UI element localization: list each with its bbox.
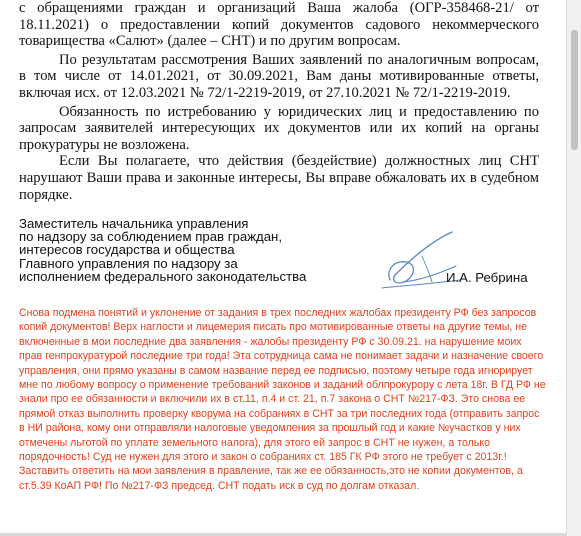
letter-paragraph-2: По результатам рассмотрения Ваших заявлений по аналогичным вопросам, в том числе от 14.01.2021, от 30.09.2021, Вам даны мотивированные ответы, включая исх. от 12.03.2021 № 72/1-2219-2019, от 27.10.2021 № 72/1-2219-2019. — [19, 51, 539, 101]
signatory-title-line: Заместитель начальника управления — [19, 216, 249, 231]
signatory-title-line: исполнением федерального законодательства — [19, 268, 307, 284]
letter-paragraph-3: Обязанность по истребованию у юридических лиц и предоставлению по запросам заявителей интересующих их документов или их копий на органы прокуратуры не возложена. — [19, 103, 539, 153]
signatory-title-line: Главного управления по надзору за — [19, 255, 238, 271]
letter-paragraph-1: с обращениями граждан и организаций Ваша жалоба (ОГР-358468-21/ от 18.11.2021) о предоставлении копий документов садового некоммерческого товарищества «Салют» (далее – СНТ) и по другим вопросам. — [19, 0, 539, 50]
signature-block — [19, 217, 319, 283]
signatory-title-line: по надзору за соблюдением прав граждан, — [19, 229, 283, 245]
scrollbar-thumb[interactable] — [571, 30, 578, 150]
vertical-scrollbar[interactable] — [566, 0, 581, 536]
red-annotation-comment — [19, 306, 546, 493]
handwritten-signature — [360, 222, 480, 302]
letter-body — [19, 0, 539, 203]
annotation-text: Снова подмена понятий и уклонение от задания в трех последних жалобах президенту РФ без запросов копий документов! Верх наглости и лицемерия писать про мотивированные ответы на другие темы, не включенные в мои последние два заявления - жалобы президенту РФ с 30.09.21. на нарушение моих прав генпрокуратурой последние три года! Эта сотрудница сама не понимает задачи и назначение своего управления, они прямо указаны в самом название перед ее подписью, поэтому четыре года игнорирует мне по любому вопросу о применение требований законов и заданий облпрокурору с лета 18г. В ГД РФ не знали про ее обязанности и включили их в ст.11, п.4 и ст. 21, п.7 закона о СНТ №217-ФЗ. Это снова ее прямой отказ выполнить проверку кворума на собраниях в СНТ за три последних года (отправить запрос в НИ района, кому они отправляли налоговые уведомления за прошлый год и какие №участков у них отмечены льготой по уплате земельного налога), для этого ей запрос в СНТ не нужен, а только порядочность! Суд не нужен для этого и закон о собраниях ст. 185 ГК РФ этого не требует с 2013г.! Заставить ответить на мои заявления в правление, так же ее обязанность,это не копии документов, а ст.5.39 КоАП РФ! По №217-ФЗ председ. СНТ подать иск в суд по долгам отказал. — [19, 307, 546, 492]
signatory-title-line: интересов государства и общества — [19, 242, 235, 258]
letter-paragraph-4: Если Вы полагаете, что действия (бездействие) должностных лиц СНТ нарушают Ваши права и законные интересы, Вы вправе обжаловать их в судебном порядке. — [19, 153, 539, 203]
signatory-name: И.А. Ребрина — [446, 270, 528, 285]
